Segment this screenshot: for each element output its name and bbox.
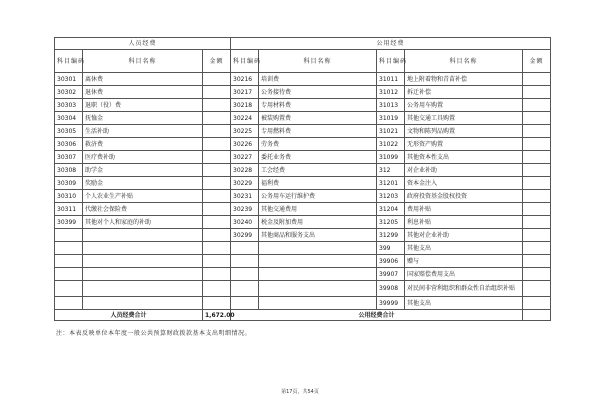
- public-code-cell: 30299: [231, 229, 259, 242]
- public-name-cell: 公务用车运行维护费: [259, 190, 377, 203]
- table-row: [55, 255, 551, 268]
- header-row-groups: [55, 38, 551, 50]
- personnel-amount-cell: [203, 190, 231, 203]
- personnel-amount-cell: [203, 203, 231, 216]
- public-amount-cell: [523, 229, 551, 242]
- table-row: [55, 151, 551, 164]
- public-name-cell: 其他交通费用: [259, 203, 377, 216]
- table-row: [55, 281, 551, 297]
- personnel-code-cell: [55, 242, 83, 255]
- personnel-amount-cell: [203, 268, 231, 281]
- header-row-columns: [55, 50, 551, 73]
- public-code-cell: 30231: [231, 190, 259, 203]
- personnel-name-cell: [83, 297, 203, 310]
- table-row: [55, 242, 551, 255]
- public-name-cell: 福利费: [259, 177, 377, 190]
- personnel-code-cell: [55, 268, 83, 281]
- public-name-cell: 税金及附加费用: [259, 216, 377, 229]
- public-name-cell: 文物和陈列品购置: [405, 125, 523, 138]
- col-header-name: 科目名称: [83, 50, 203, 73]
- public-name-cell: 对民间非营利组织和群众性自治组织补贴: [405, 281, 523, 297]
- personnel-name-cell: 其他对个人和家庭的补助: [83, 216, 203, 229]
- public-name-cell: 专用燃料费: [259, 125, 377, 138]
- public-name-cell: 无形资产购置: [405, 138, 523, 151]
- personnel-code-cell: 30302: [55, 86, 83, 99]
- personnel-total-amount: 1,672.00: [203, 310, 231, 321]
- public-name-cell: 其他支出: [405, 242, 523, 255]
- public-name-cell: 其他对企业补助: [405, 229, 523, 242]
- public-code-cell: 30224: [231, 112, 259, 125]
- personnel-name-cell: 医疗费补助: [83, 151, 203, 164]
- personnel-name-cell: 离休费: [83, 73, 203, 86]
- public-code-cell: 39907: [377, 268, 405, 281]
- personnel-code-cell: [55, 297, 83, 310]
- public-amount-cell: [523, 242, 551, 255]
- public-code-cell: [231, 255, 259, 268]
- public-name-cell: 对企业补助: [405, 164, 523, 177]
- public-code-cell: 39906: [377, 255, 405, 268]
- personnel-name-cell: 抚恤金: [83, 112, 203, 125]
- personnel-name-cell: 奖励金: [83, 177, 203, 190]
- public-name-cell: 政府投资基金股权投资: [405, 190, 523, 203]
- public-code-cell: 30228: [231, 164, 259, 177]
- personnel-name-cell: 退休费: [83, 86, 203, 99]
- public-name-cell: [259, 297, 377, 310]
- public-code-cell: 31022: [377, 138, 405, 151]
- col-header-name: 科目名称: [259, 50, 377, 73]
- personnel-total-label: 人员经费合计: [55, 310, 203, 321]
- public-name-cell: 公务接待费: [259, 86, 377, 99]
- table-row: [55, 190, 551, 203]
- public-amount-cell: [523, 203, 551, 216]
- public-name-cell: 委托业务费: [259, 151, 377, 164]
- col-header-code: 科目编码: [377, 50, 405, 73]
- table-row: [55, 268, 551, 281]
- public-code-cell: 31012: [377, 86, 405, 99]
- personnel-code-cell: 30305: [55, 125, 83, 138]
- personnel-code-cell: [55, 281, 83, 297]
- personnel-amount-cell: [203, 151, 231, 164]
- public-amount-cell: [523, 86, 551, 99]
- personnel-name-cell: 生活补助: [83, 125, 203, 138]
- col-header-code: 科目编码: [231, 50, 259, 73]
- table-row: [55, 164, 551, 177]
- personnel-amount-cell: [203, 216, 231, 229]
- personnel-name-cell: 助学金: [83, 164, 203, 177]
- personnel-name-cell: 退职（役）费: [83, 99, 203, 112]
- public-name-cell: 劳务费: [259, 138, 377, 151]
- table-row: [55, 73, 551, 86]
- personnel-code-cell: [55, 229, 83, 242]
- table-note: 注：本表反映单位本年度一般公共预算财政拨款基本支出明细情况。: [56, 330, 252, 337]
- personnel-amount-cell: [203, 297, 231, 310]
- public-amount-cell: [523, 138, 551, 151]
- personnel-amount-cell: [203, 112, 231, 125]
- public-code-cell: 31011: [377, 73, 405, 86]
- public-name-cell: 其他商品和服务支出: [259, 229, 377, 242]
- personnel-code-cell: 30301: [55, 73, 83, 86]
- public-amount-cell: [523, 125, 551, 138]
- public-name-cell: [259, 268, 377, 281]
- public-name-cell: 资本金注入: [405, 177, 523, 190]
- public-amount-cell: [523, 216, 551, 229]
- personnel-name-cell: [83, 255, 203, 268]
- basic-expenditure-table: [54, 37, 551, 321]
- public-total-label: 公用经费合计: [231, 310, 523, 321]
- public-group-header: 公用经费: [231, 38, 551, 50]
- public-code-cell: 30226: [231, 138, 259, 151]
- public-amount-cell: [523, 297, 551, 310]
- personnel-amount-cell: [203, 86, 231, 99]
- personnel-code-cell: 30303: [55, 99, 83, 112]
- public-code-cell: 30240: [231, 216, 259, 229]
- public-amount-cell: [523, 190, 551, 203]
- public-code-cell: [231, 268, 259, 281]
- personnel-amount-cell: [203, 138, 231, 151]
- page-number: 第17页，共54页: [281, 389, 319, 395]
- public-name-cell: 地上附着物和青苗补偿: [405, 73, 523, 86]
- public-amount-cell: [523, 112, 551, 125]
- public-name-cell: 被装购置费: [259, 112, 377, 125]
- public-code-cell: 31205: [377, 216, 405, 229]
- public-amount-cell: [523, 255, 551, 268]
- personnel-name-cell: 救济费: [83, 138, 203, 151]
- totals-row: [55, 310, 551, 321]
- personnel-code-cell: 30304: [55, 112, 83, 125]
- public-name-cell: 赠与: [405, 255, 523, 268]
- table-row: [55, 125, 551, 138]
- personnel-code-cell: 30399: [55, 216, 83, 229]
- personnel-amount-cell: [203, 229, 231, 242]
- public-name-cell: 其他支出: [405, 297, 523, 310]
- table-row: [55, 138, 551, 151]
- table-row: [55, 216, 551, 229]
- personnel-code-cell: 30306: [55, 138, 83, 151]
- public-code-cell: 30217: [231, 86, 259, 99]
- public-name-cell: 拆迁补偿: [405, 86, 523, 99]
- public-amount-cell: [523, 99, 551, 112]
- public-code-cell: 399: [377, 242, 405, 255]
- table-row: [55, 229, 551, 242]
- public-name-cell: [259, 281, 377, 297]
- public-name-cell: 国家赔偿费用支出: [405, 268, 523, 281]
- table-row: [55, 99, 551, 112]
- public-name-cell: 费用补贴: [405, 203, 523, 216]
- public-name-cell: 工会经费: [259, 164, 377, 177]
- public-code-cell: 31201: [377, 177, 405, 190]
- public-code-cell: 30239: [231, 203, 259, 216]
- public-total-amount: [523, 310, 551, 321]
- public-amount-cell: [523, 73, 551, 86]
- personnel-amount-cell: [203, 177, 231, 190]
- public-code-cell: 31299: [377, 229, 405, 242]
- table-row: [55, 177, 551, 190]
- table-row: [55, 297, 551, 310]
- personnel-code-cell: [55, 255, 83, 268]
- col-header-amount: 金额: [523, 50, 551, 73]
- public-amount-cell: [523, 164, 551, 177]
- col-header-amount: 金额: [203, 50, 231, 73]
- table-row: [55, 203, 551, 216]
- personnel-name-cell: 个人农业生产补贴: [83, 190, 203, 203]
- public-name-cell: 专用材料费: [259, 99, 377, 112]
- public-code-cell: [231, 297, 259, 310]
- personnel-code-cell: 30310: [55, 190, 83, 203]
- personnel-amount-cell: [203, 242, 231, 255]
- public-name-cell: 公务用车购置: [405, 99, 523, 112]
- public-code-cell: 39908: [377, 281, 405, 297]
- public-name-cell: 利息补贴: [405, 216, 523, 229]
- personnel-code-cell: 30309: [55, 177, 83, 190]
- personnel-amount-cell: [203, 125, 231, 138]
- public-amount-cell: [523, 268, 551, 281]
- public-code-cell: [231, 242, 259, 255]
- personnel-code-cell: 30307: [55, 151, 83, 164]
- public-code-cell: 31013: [377, 99, 405, 112]
- personnel-amount-cell: [203, 164, 231, 177]
- public-name-cell: [259, 242, 377, 255]
- public-code-cell: 30216: [231, 73, 259, 86]
- public-code-cell: 30218: [231, 99, 259, 112]
- public-code-cell: 31019: [377, 112, 405, 125]
- personnel-name-cell: [83, 268, 203, 281]
- public-code-cell: 31203: [377, 190, 405, 203]
- public-name-cell: 其他资本性支出: [405, 151, 523, 164]
- public-code-cell: 39999: [377, 297, 405, 310]
- public-code-cell: 31021: [377, 125, 405, 138]
- public-code-cell: 30229: [231, 177, 259, 190]
- personnel-name-cell: [83, 229, 203, 242]
- personnel-amount-cell: [203, 99, 231, 112]
- col-header-name: 科目名称: [405, 50, 523, 73]
- personnel-name-cell: 代缴社会保险费: [83, 203, 203, 216]
- personnel-amount-cell: [203, 281, 231, 297]
- public-code-cell: 31204: [377, 203, 405, 216]
- public-code-cell: 30225: [231, 125, 259, 138]
- public-name-cell: 其他交通工具购置: [405, 112, 523, 125]
- personnel-group-header: 人员经费: [55, 38, 231, 50]
- public-code-cell: 31099: [377, 151, 405, 164]
- public-code-cell: [231, 281, 259, 297]
- col-header-code: 科目编码: [55, 50, 83, 73]
- personnel-code-cell: 30308: [55, 164, 83, 177]
- table-row: [55, 86, 551, 99]
- public-amount-cell: [523, 281, 551, 297]
- public-name-cell: [259, 255, 377, 268]
- public-code-cell: 30227: [231, 151, 259, 164]
- table-row: [55, 112, 551, 125]
- personnel-amount-cell: [203, 255, 231, 268]
- public-name-cell: 培训费: [259, 73, 377, 86]
- personnel-amount-cell: [203, 73, 231, 86]
- personnel-name-cell: [83, 242, 203, 255]
- personnel-name-cell: [83, 281, 203, 297]
- public-amount-cell: [523, 177, 551, 190]
- public-amount-cell: [523, 151, 551, 164]
- personnel-code-cell: 30311: [55, 203, 83, 216]
- public-code-cell: 312: [377, 164, 405, 177]
